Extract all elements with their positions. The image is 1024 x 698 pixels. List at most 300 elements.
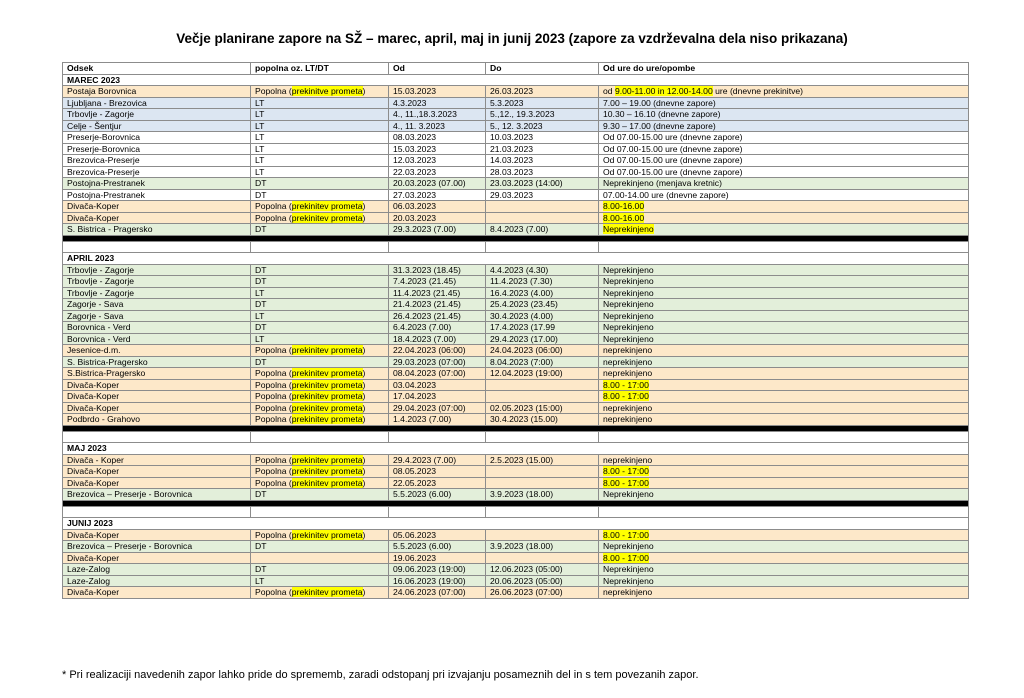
table-row xyxy=(63,132,969,144)
cell-notes-text: Neprekinjeno xyxy=(603,299,654,310)
cell-notes-highlight: 8.00 - 17:00 xyxy=(603,477,649,488)
table-row xyxy=(63,477,969,489)
cell-section: Zagorje - Sava xyxy=(63,299,251,311)
cell-type xyxy=(251,264,389,276)
cell-notes-highlight: Neprekinjeno xyxy=(603,224,654,235)
cell-section: Ljubljana - Brezovica xyxy=(63,97,251,109)
cell-notes-highlight: 9.00-11.00 in 12.00-14.00 xyxy=(614,86,713,97)
cell-hours-notes xyxy=(599,402,969,414)
cell-to: 14.03.2023 xyxy=(486,155,599,167)
cell-type-text: Popolna ( xyxy=(255,212,292,223)
cell-type-suffix: ) xyxy=(362,201,366,212)
table-row xyxy=(63,333,969,345)
cell-type-highlight: prekinitev prometa xyxy=(291,368,363,379)
cell-hours-notes xyxy=(599,529,969,541)
table-row xyxy=(63,541,969,553)
cell-to: 28.03.2023 xyxy=(486,166,599,178)
cell-notes-highlight: 8.00 - 17:00 xyxy=(603,379,649,390)
cell-hours-notes xyxy=(599,276,969,288)
cell-type-text: LT xyxy=(255,120,265,131)
cell-section: Brezovica – Preserje - Borovnica xyxy=(63,541,251,553)
cell-notes-highlight: 8.00 - 17:00 xyxy=(603,391,649,402)
closures-table xyxy=(62,62,969,599)
cell-type-highlight: prekinitev prometa xyxy=(291,391,363,402)
column-header-type: popolna oz. LT/DT xyxy=(251,63,389,75)
cell-type-text: DT xyxy=(255,356,267,367)
cell-section: Brezovica-Preserje xyxy=(63,155,251,167)
table-row xyxy=(63,414,969,426)
cell-type xyxy=(251,155,389,167)
cell-type-suffix: ) xyxy=(362,379,366,390)
cell-type-text: DT xyxy=(255,178,267,189)
cell-to: 10.03.2023 xyxy=(486,132,599,144)
cell-type-text: LT xyxy=(255,575,265,586)
cell-hours-notes xyxy=(599,97,969,109)
cell-type xyxy=(251,276,389,288)
cell-type-text: Popolna ( xyxy=(255,466,292,477)
cell-notes-text: Neprekinjeno xyxy=(603,287,654,298)
cell-notes-text: neprekinjeno xyxy=(603,454,653,465)
cell-notes-text: Neprekinjeno xyxy=(603,322,654,333)
cell-to: 23.03.2023 (14:00) xyxy=(486,178,599,190)
section-title: MAREC 2023 xyxy=(63,74,969,86)
cell-hours-notes xyxy=(599,86,969,98)
cell-hours-notes xyxy=(599,541,969,553)
cell-from: 08.04.2023 (07:00) xyxy=(389,368,486,380)
cell-type xyxy=(251,287,389,299)
cell-to: 29.03.2023 xyxy=(486,189,599,201)
cell-type-highlight: prekinitev prometa xyxy=(291,345,363,356)
cell-notes-text: neprekinjeno xyxy=(603,587,653,598)
cell-type-text: Popolna ( xyxy=(255,368,292,379)
column-header-hours-notes: Od ure do ure/opombe xyxy=(599,63,969,75)
cell-to: 11.4.2023 (7.30) xyxy=(486,276,599,288)
cell-from: 24.06.2023 (07:00) xyxy=(389,587,486,599)
cell-notes-highlight: 8.00-16.00 xyxy=(603,212,645,223)
cell-to: 02.05.2023 (15:00) xyxy=(486,402,599,414)
cell-to: 3.9.2023 (18.00) xyxy=(486,489,599,501)
cell-type xyxy=(251,564,389,576)
cell-type xyxy=(251,575,389,587)
cell-to: 3.9.2023 (18.00) xyxy=(486,541,599,553)
cell-type-text: DT xyxy=(255,264,267,275)
cell-to xyxy=(486,201,599,213)
cell-section: Divača-Koper xyxy=(63,466,251,478)
cell-to: 30.4.2023 (15.00) xyxy=(486,414,599,426)
section-header-row xyxy=(63,518,969,530)
cell-hours-notes xyxy=(599,414,969,426)
cell-type xyxy=(251,489,389,501)
cell-section: Divača-Koper xyxy=(63,552,251,564)
cell-from: 20.03.2023 xyxy=(389,212,486,224)
cell-notes-text: Neprekinjeno xyxy=(603,276,654,287)
empty-cell xyxy=(599,431,969,443)
empty-cell xyxy=(389,506,486,518)
column-header-from: Od xyxy=(389,63,486,75)
cell-to: 30.4.2023 (4.00) xyxy=(486,310,599,322)
cell-hours-notes xyxy=(599,587,969,599)
cell-type-highlight: prekinitev prometa xyxy=(291,201,363,212)
cell-from: 4., 11.,18.3.2023 xyxy=(389,109,486,121)
cell-to: 4.4.2023 (4.30) xyxy=(486,264,599,276)
table-row xyxy=(63,564,969,576)
cell-type-highlight: prekinitev prometa xyxy=(291,402,363,413)
cell-from: 18.4.2023 (7.00) xyxy=(389,333,486,345)
cell-type-text: DT xyxy=(255,224,267,235)
cell-type xyxy=(251,224,389,236)
cell-from: 08.03.2023 xyxy=(389,132,486,144)
cell-type xyxy=(251,541,389,553)
cell-from: 22.03.2023 xyxy=(389,166,486,178)
cell-type-suffix: ) xyxy=(362,466,366,477)
cell-hours-notes xyxy=(599,189,969,201)
section-title: JUNIJ 2023 xyxy=(63,518,969,530)
cell-type-text: Popolna ( xyxy=(255,587,292,598)
cell-hours-notes xyxy=(599,477,969,489)
cell-type xyxy=(251,97,389,109)
cell-from: 29.4.2023 (7.00) xyxy=(389,454,486,466)
cell-hours-notes xyxy=(599,379,969,391)
cell-type-suffix: ) xyxy=(362,212,366,223)
cell-type-text: Popolna ( xyxy=(255,201,292,212)
cell-type-text: DT xyxy=(255,299,267,310)
cell-type-text: DT xyxy=(255,276,267,287)
cell-from: 12.03.2023 xyxy=(389,155,486,167)
cell-section: Zagorje - Sava xyxy=(63,310,251,322)
cell-from: 4.3.2023 xyxy=(389,97,486,109)
cell-to: 2.5.2023 (15.00) xyxy=(486,454,599,466)
cell-notes-text: Od 07.00-15.00 ure (dnevne zapore) xyxy=(603,143,743,154)
cell-type xyxy=(251,333,389,345)
cell-section: Postaja Borovnica xyxy=(63,86,251,98)
cell-notes-highlight: 8.00 - 17:00 xyxy=(603,466,649,477)
cell-type-text: Popolna ( xyxy=(255,402,292,413)
cell-type-highlight: prekinitev prometa xyxy=(291,212,363,223)
table-row xyxy=(63,201,969,213)
table-row xyxy=(63,529,969,541)
empty-cell xyxy=(486,431,599,443)
table-row xyxy=(63,155,969,167)
cell-type xyxy=(251,299,389,311)
cell-type xyxy=(251,391,389,403)
cell-to xyxy=(486,379,599,391)
cell-type-text: LT xyxy=(255,287,265,298)
cell-type xyxy=(251,322,389,334)
cell-type xyxy=(251,414,389,426)
cell-type xyxy=(251,189,389,201)
table-row xyxy=(63,189,969,201)
cell-type-suffix: ) xyxy=(362,86,366,97)
cell-notes-text: neprekinjeno xyxy=(603,345,653,356)
cell-type xyxy=(251,120,389,132)
column-header-section: Odsek xyxy=(63,63,251,75)
cell-section: Divača-Koper xyxy=(63,379,251,391)
cell-type-text: Popolna ( xyxy=(255,414,292,425)
cell-hours-notes xyxy=(599,178,969,190)
empty-cell xyxy=(251,241,389,253)
cell-from: 29.03.2023 (07:00) xyxy=(389,356,486,368)
cell-type-suffix: ) xyxy=(362,345,366,356)
cell-notes-text: Od 07.00-15.00 ure (dnevne zapore) xyxy=(603,132,743,143)
table-row xyxy=(63,391,969,403)
cell-from: 5.5.2023 (6.00) xyxy=(389,489,486,501)
cell-hours-notes xyxy=(599,264,969,276)
section-title: MAJ 2023 xyxy=(63,443,969,455)
cell-from: 11.4.2023 (21.45) xyxy=(389,287,486,299)
cell-to: 29.4.2023 (17.00) xyxy=(486,333,599,345)
cell-type-text: LT xyxy=(255,143,265,154)
cell-from: 21.4.2023 (21.45) xyxy=(389,299,486,311)
cell-type-text: LT xyxy=(255,155,265,166)
cell-from: 22.04.2023 (06:00) xyxy=(389,345,486,357)
cell-type xyxy=(251,454,389,466)
cell-type-suffix: ) xyxy=(362,454,366,465)
table-row xyxy=(63,287,969,299)
cell-to xyxy=(486,529,599,541)
cell-section: Trbovlje - Zagorje xyxy=(63,264,251,276)
cell-section: Brezovica-Preserje xyxy=(63,166,251,178)
table-row xyxy=(63,264,969,276)
table-header-row xyxy=(63,63,969,75)
cell-hours-notes xyxy=(599,224,969,236)
cell-notes-text: Od 07.00-15.00 ure (dnevne zapore) xyxy=(603,155,743,166)
cell-to: 20.06.2023 (05:00) xyxy=(486,575,599,587)
cell-section: Divača - Koper xyxy=(63,454,251,466)
cell-from: 06.03.2023 xyxy=(389,201,486,213)
cell-hours-notes xyxy=(599,212,969,224)
cell-type xyxy=(251,143,389,155)
table-row xyxy=(63,379,969,391)
cell-section: S. Bistrica-Pragersko xyxy=(63,356,251,368)
cell-type-highlight: prekinitev prometa xyxy=(291,466,363,477)
empty-cell xyxy=(63,506,251,518)
cell-notes-text: neprekinjeno xyxy=(603,356,653,367)
cell-type xyxy=(251,132,389,144)
cell-notes-text: Neprekinjeno xyxy=(603,541,654,552)
cell-type xyxy=(251,212,389,224)
cell-section: Laze-Zalog xyxy=(63,575,251,587)
cell-hours-notes xyxy=(599,564,969,576)
cell-notes-text: od xyxy=(603,86,615,97)
cell-section: Divača-Koper xyxy=(63,391,251,403)
footnote: * Pri realizaciji navedenih zapor lahko pride do sprememb, zaradi odstopanj pri izvajanju posameznih del in s tem povezanih zapor. xyxy=(62,669,699,681)
cell-type xyxy=(251,368,389,380)
cell-hours-notes xyxy=(599,368,969,380)
cell-hours-notes xyxy=(599,322,969,334)
cell-section: Laze-Zalog xyxy=(63,564,251,576)
cell-section: Divača-Koper xyxy=(63,477,251,489)
cell-from: 17.04.2023 xyxy=(389,391,486,403)
cell-from: 26.4.2023 (21.45) xyxy=(389,310,486,322)
cell-type-text: DT xyxy=(255,489,267,500)
cell-section: Preserje-Borovnica xyxy=(63,143,251,155)
cell-from: 16.06.2023 (19:00) xyxy=(389,575,486,587)
table-row xyxy=(63,402,969,414)
cell-hours-notes xyxy=(599,345,969,357)
table-row xyxy=(63,120,969,132)
cell-to xyxy=(486,391,599,403)
cell-to: 8.04.2023 (7:00) xyxy=(486,356,599,368)
cell-section: Divača-Koper xyxy=(63,529,251,541)
cell-type-text: LT xyxy=(255,166,265,177)
cell-type-text: DT xyxy=(255,189,267,200)
cell-notes-text: Neprekinjeno (menjava kretnic) xyxy=(603,178,722,189)
cell-type-text: LT xyxy=(255,97,265,108)
cell-notes-text: Neprekinjeno xyxy=(603,333,654,344)
cell-type-text: LT xyxy=(255,109,265,120)
table-row xyxy=(63,143,969,155)
cell-type-text: Popolna ( xyxy=(255,379,292,390)
cell-notes-text: Neprekinjeno xyxy=(603,310,654,321)
cell-hours-notes xyxy=(599,109,969,121)
cell-section: Trbovlje - Zagorje xyxy=(63,287,251,299)
cell-from: 15.03.2023 xyxy=(389,86,486,98)
cell-hours-notes xyxy=(599,466,969,478)
cell-from: 19.06.2023 xyxy=(389,552,486,564)
table-row xyxy=(63,356,969,368)
cell-to: 21.03.2023 xyxy=(486,143,599,155)
cell-to: 24.04.2023 (06:00) xyxy=(486,345,599,357)
cell-section: Borovnica - Verd xyxy=(63,333,251,345)
cell-from: 4., 11. 3.2023 xyxy=(389,120,486,132)
cell-section: Jesenice-d.m. xyxy=(63,345,251,357)
cell-notes-highlight: 8.00 - 17:00 xyxy=(603,529,649,540)
cell-type-suffix: ) xyxy=(362,587,366,598)
table-row xyxy=(63,489,969,501)
cell-hours-notes xyxy=(599,454,969,466)
cell-hours-notes xyxy=(599,155,969,167)
cell-to xyxy=(486,466,599,478)
empty-cell xyxy=(486,241,599,253)
cell-type-text: LT xyxy=(255,132,265,143)
empty-cell xyxy=(486,506,599,518)
table-row xyxy=(63,322,969,334)
table-row xyxy=(63,109,969,121)
cell-notes-text: Neprekinjeno xyxy=(603,575,654,586)
cell-section: Borovnica - Verd xyxy=(63,322,251,334)
cell-type-suffix: ) xyxy=(362,402,366,413)
cell-to xyxy=(486,552,599,564)
cell-type xyxy=(251,356,389,368)
empty-cell xyxy=(599,506,969,518)
cell-to: 16.4.2023 (4.00) xyxy=(486,287,599,299)
cell-hours-notes xyxy=(599,552,969,564)
table-row xyxy=(63,97,969,109)
cell-type-suffix: ) xyxy=(362,414,366,425)
cell-to: 8.4.2023 (7.00) xyxy=(486,224,599,236)
cell-hours-notes xyxy=(599,287,969,299)
empty-cell xyxy=(251,431,389,443)
cell-type-text: Popolna ( xyxy=(255,454,292,465)
cell-from: 22.05.2023 xyxy=(389,477,486,489)
cell-hours-notes xyxy=(599,120,969,132)
cell-type-suffix: ) xyxy=(362,529,366,540)
cell-hours-notes xyxy=(599,575,969,587)
cell-type-highlight: prekinitev prometa xyxy=(291,477,363,488)
spacer-row xyxy=(63,506,969,518)
cell-notes-highlight: 8.00-16.00 xyxy=(603,201,645,212)
cell-section: S.Bistrica-Pragersko xyxy=(63,368,251,380)
cell-section: Celje - Šentjur xyxy=(63,120,251,132)
cell-from: 7.4.2023 (21.45) xyxy=(389,276,486,288)
table-row xyxy=(63,575,969,587)
table-row xyxy=(63,86,969,98)
cell-type-highlight: prekinitve prometa xyxy=(291,86,363,97)
cell-type-highlight: prekinitev prometa xyxy=(291,529,363,540)
cell-type-text: Popolna ( xyxy=(255,529,292,540)
cell-type xyxy=(251,529,389,541)
empty-cell xyxy=(251,506,389,518)
cell-notes-text: neprekinjeno xyxy=(603,402,653,413)
cell-to: 5.3.2023 xyxy=(486,97,599,109)
cell-type-highlight: prekinitev prometa xyxy=(291,454,363,465)
cell-type xyxy=(251,109,389,121)
cell-hours-notes xyxy=(599,132,969,144)
cell-type-highlight: prekinitev prometa xyxy=(291,379,363,390)
cell-section: Postojna-Prestranek xyxy=(63,178,251,190)
cell-section: Preserje-Borovnica xyxy=(63,132,251,144)
cell-from: 09.06.2023 (19:00) xyxy=(389,564,486,576)
cell-notes-text: 7.00 – 19.00 (dnevne zapore) xyxy=(603,97,716,108)
table-row xyxy=(63,368,969,380)
cell-notes-text: 10.30 – 16.10 (dnevne zapore) xyxy=(603,109,721,120)
cell-to xyxy=(486,212,599,224)
cell-hours-notes xyxy=(599,310,969,322)
spacer-row xyxy=(63,431,969,443)
cell-from: 29.04.2023 (07:00) xyxy=(389,402,486,414)
cell-type-text: Popolna ( xyxy=(255,86,292,97)
table-row xyxy=(63,224,969,236)
cell-to: 12.06.2023 (05:00) xyxy=(486,564,599,576)
cell-section: Brezovica – Preserje - Borovnica xyxy=(63,489,251,501)
empty-cell xyxy=(389,241,486,253)
cell-type-text: DT xyxy=(255,541,267,552)
table-row xyxy=(63,310,969,322)
empty-cell xyxy=(63,241,251,253)
cell-hours-notes xyxy=(599,489,969,501)
cell-hours-notes xyxy=(599,299,969,311)
cell-type-text: DT xyxy=(255,564,267,575)
cell-notes-text: 9.30 – 17.00 (dnevne zapore) xyxy=(603,120,716,131)
cell-from: 5.5.2023 (6.00) xyxy=(389,541,486,553)
table-row xyxy=(63,454,969,466)
table-row xyxy=(63,276,969,288)
cell-notes-text: Od 07.00-15.00 ure (dnevne zapore) xyxy=(603,166,743,177)
cell-notes-suffix: ure (dnevne prekinitve) xyxy=(712,86,804,97)
empty-cell xyxy=(599,241,969,253)
cell-hours-notes xyxy=(599,356,969,368)
cell-section: Divača-Koper xyxy=(63,587,251,599)
cell-section: Podbrdo - Grahovo xyxy=(63,414,251,426)
page-title: Večje planirane zapore na SŽ – marec, april, maj in junij 2023 (zapore za vzdrževalna dela niso prikazana) xyxy=(176,31,848,46)
cell-type-suffix: ) xyxy=(362,477,366,488)
cell-type xyxy=(251,86,389,98)
table-row xyxy=(63,345,969,357)
cell-to: 5., 12. 3.2023 xyxy=(486,120,599,132)
cell-type xyxy=(251,201,389,213)
table-row xyxy=(63,587,969,599)
cell-to: 26.06.2023 (07:00) xyxy=(486,587,599,599)
cell-type xyxy=(251,379,389,391)
cell-notes-text: Neprekinjeno xyxy=(603,564,654,575)
cell-from: 6.4.2023 (7.00) xyxy=(389,322,486,334)
section-header-row xyxy=(63,74,969,86)
table-row xyxy=(63,212,969,224)
cell-hours-notes xyxy=(599,143,969,155)
table-row xyxy=(63,166,969,178)
column-header-to: Do xyxy=(486,63,599,75)
cell-from: 15.03.2023 xyxy=(389,143,486,155)
